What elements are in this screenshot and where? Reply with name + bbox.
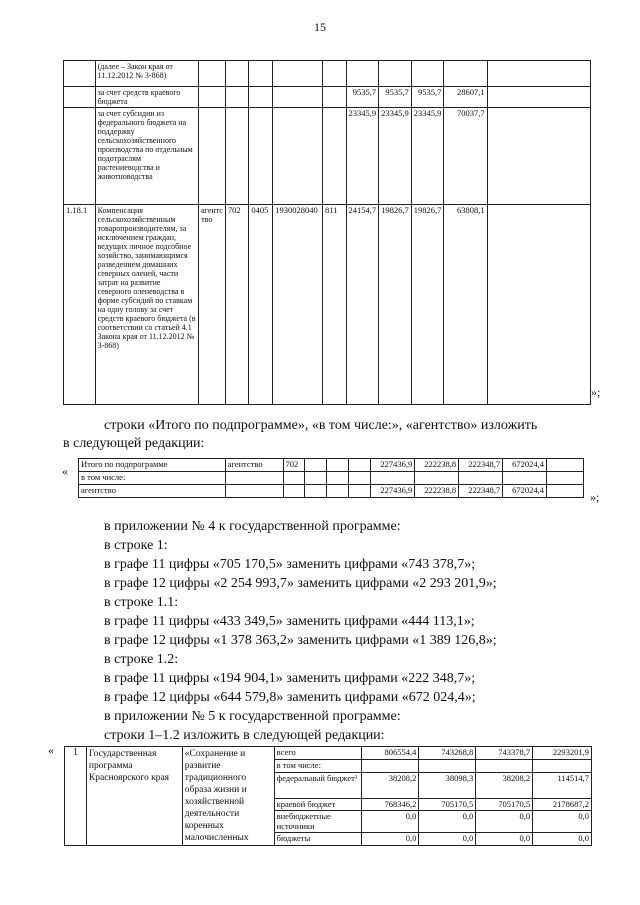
cell-value: 9535,7 xyxy=(411,87,444,108)
row-description: за счет субсидии из федерального бюджета на поддержку сельскохозяйственного производства по отдельным подотраслям растениеводства и животноводства xyxy=(95,108,199,205)
funding-source: всего xyxy=(274,747,362,760)
cell-value: 9535,7 xyxy=(379,87,412,108)
program-funding-table xyxy=(64,746,592,846)
subprogram-total-table xyxy=(78,458,584,498)
instruction-line: в строке 1.1: xyxy=(104,595,179,610)
program-name: «Сохранение и развитие традиционного образа жизни и хозяйственной деятельности коренных малочисленных xyxy=(182,747,274,846)
cell-value: 705170,5 xyxy=(419,798,476,811)
opening-quote: « xyxy=(62,464,68,478)
cell-value: 705170,5 xyxy=(476,798,533,811)
cell-value: 0,0 xyxy=(476,833,533,846)
cell-value: 672024,4 xyxy=(503,459,547,472)
table-row xyxy=(79,472,584,485)
funding-source: краевой бюджет xyxy=(274,798,362,811)
instruction-line: в графе 11 цифры «194 904,1» заменить цифрами «222 348,7»; xyxy=(104,671,476,686)
cell-value: 38098,3 xyxy=(419,772,476,798)
table-row: 1.18.1 Компенсация сельскохозяйственным товаропроизводителям, за исключением граждан, ведущих личное подсобное хозяйство, занимающимся разведением домашних северных оленей, части затрат на развитие северного оленеводства в форме субсидий по ставкам на одну голову за счет средств краевого бюджета (в соответствии со статьей 4.1 Закона края от 11.12.2012 № 3-868) агентс тво 702 0405 1930028040 811 24154,7 19826,7 19826,7 63808,1 xyxy=(64,205,591,405)
instruction-line: в графе 11 цифры «433 349,5» заменить цифрами «444 113,1»; xyxy=(104,614,475,629)
cell-value: 63808,1 xyxy=(444,205,487,405)
row-description: Компенсация сельскохозяйственным товаропроизводителям, за исключением граждан, ведущих личное подсобное хозяйство, занимающимся разведением домашних северных оленей, части затрат на развитие северного оленеводства в форме субсидий по ставкам на одну голову за счет средств краевого бюджета (в соответствии со статьей 4.1 Закона края от 11.12.2012 № 3-868) xyxy=(95,205,199,405)
cell-value: 38208,2 xyxy=(476,772,533,798)
row-label: в том числе: xyxy=(79,472,226,485)
program-type: Государственная программа Красноярского края xyxy=(86,747,182,846)
cell-value: 227436,9 xyxy=(371,459,415,472)
closing-quote: »; xyxy=(590,490,600,504)
instruction-line: строки «Итого по подпрограмме», «в том числе:», «агентство» изложить xyxy=(104,418,538,433)
cell-value: 222348,7 xyxy=(459,459,503,472)
row-label: агентство xyxy=(79,485,226,498)
cell-value: 23345,9 xyxy=(411,108,444,205)
cell-value: 222348,7 xyxy=(459,485,503,498)
cell-value: 9535,7 xyxy=(346,87,379,108)
table-row xyxy=(64,108,591,205)
funding-source: федеральный бюджет¹ xyxy=(274,772,362,798)
cell-value: 19826,7 xyxy=(411,205,444,405)
cell-value: 0,0 xyxy=(533,833,592,846)
instruction-line: в строке 1: xyxy=(104,538,168,553)
table-row: Итого по подпрограмме агентство 702 227436,9 222238,8 222348,7 672024,4 xyxy=(79,459,584,472)
cell-value: 70037,7 xyxy=(444,108,487,205)
instruction-line: в строке 1.2: xyxy=(104,652,179,667)
table-row xyxy=(64,87,591,108)
cell-value: 0,0 xyxy=(362,833,419,846)
instruction-line: строки 1–1.2 изложить в следующей редакции: xyxy=(104,728,385,743)
cell-value: 222238,8 xyxy=(415,485,459,498)
table-row xyxy=(65,747,592,760)
row-description: (далее – Закон края от 11.12.2012 № 3-868) xyxy=(95,61,199,87)
budget-table-continuation xyxy=(63,60,591,405)
cell-value: 114514,7 xyxy=(533,772,592,798)
cell-value: 0,0 xyxy=(476,811,533,833)
instruction-line: в следующей редакции: xyxy=(63,436,205,451)
cell-value: 806554,4 xyxy=(362,747,419,760)
cell-value: 0,0 xyxy=(533,811,592,833)
row-label: Итого по подпрограмме xyxy=(79,459,226,472)
cell-value: 23345,9 xyxy=(346,108,379,205)
cell-value: 19826,7 xyxy=(379,205,412,405)
cell-value: 0,0 xyxy=(362,811,419,833)
instruction-line: в графе 12 цифры «644 579,8» заменить цифрами «672 024,4»; xyxy=(104,690,476,705)
cell-value: 0,0 xyxy=(419,833,476,846)
cell-value: 743378,7 xyxy=(476,747,533,760)
cell-value: 2293201,9 xyxy=(533,747,592,760)
agency-cell: агентство xyxy=(225,459,283,472)
instruction-line: в приложении № 4 к государственной программе: xyxy=(104,519,401,534)
cell-value: 227436,9 xyxy=(371,485,415,498)
cell-value: 768346,2 xyxy=(362,798,419,811)
funding-source: внебюджетные источники xyxy=(274,811,362,833)
cell-value: 23345,9 xyxy=(379,108,412,205)
page-number: 15 xyxy=(314,20,326,34)
cell-value: 672024,4 xyxy=(503,485,547,498)
cell-value: 24154,7 xyxy=(346,205,379,405)
closing-quote: »; xyxy=(591,385,601,399)
funding-source: бюджеты xyxy=(274,833,362,846)
instruction-line: в приложении № 5 к государственной программе: xyxy=(104,709,401,724)
row-number: 1 xyxy=(65,747,87,846)
funding-source: в том числе: xyxy=(274,759,362,772)
instruction-line: в графе 12 цифры «2 254 993,7» заменить цифрами «2 293 201,9»; xyxy=(104,576,497,591)
row-number: 1.18.1 xyxy=(64,205,96,405)
agency-cell: агентс тво xyxy=(199,205,226,405)
instruction-line: в графе 11 цифры «705 170,5» заменить цифрами «743 378,7»; xyxy=(104,557,476,572)
table-row xyxy=(64,61,591,87)
cell-value: 0,0 xyxy=(419,811,476,833)
cell-value: 222238,8 xyxy=(415,459,459,472)
table-row xyxy=(79,485,584,498)
cell-value: 2178687,2 xyxy=(533,798,592,811)
cell-value: 743268,8 xyxy=(419,747,476,760)
cell-value: 28607,1 xyxy=(444,87,487,108)
opening-quote: « xyxy=(48,743,54,757)
instruction-line: в графе 12 цифры «1 378 363,2» заменить цифрами «1 389 126,8»; xyxy=(104,633,497,648)
cell-value: 38208,2 xyxy=(362,772,419,798)
row-description: за счет средств краевого бюджета xyxy=(95,87,199,108)
